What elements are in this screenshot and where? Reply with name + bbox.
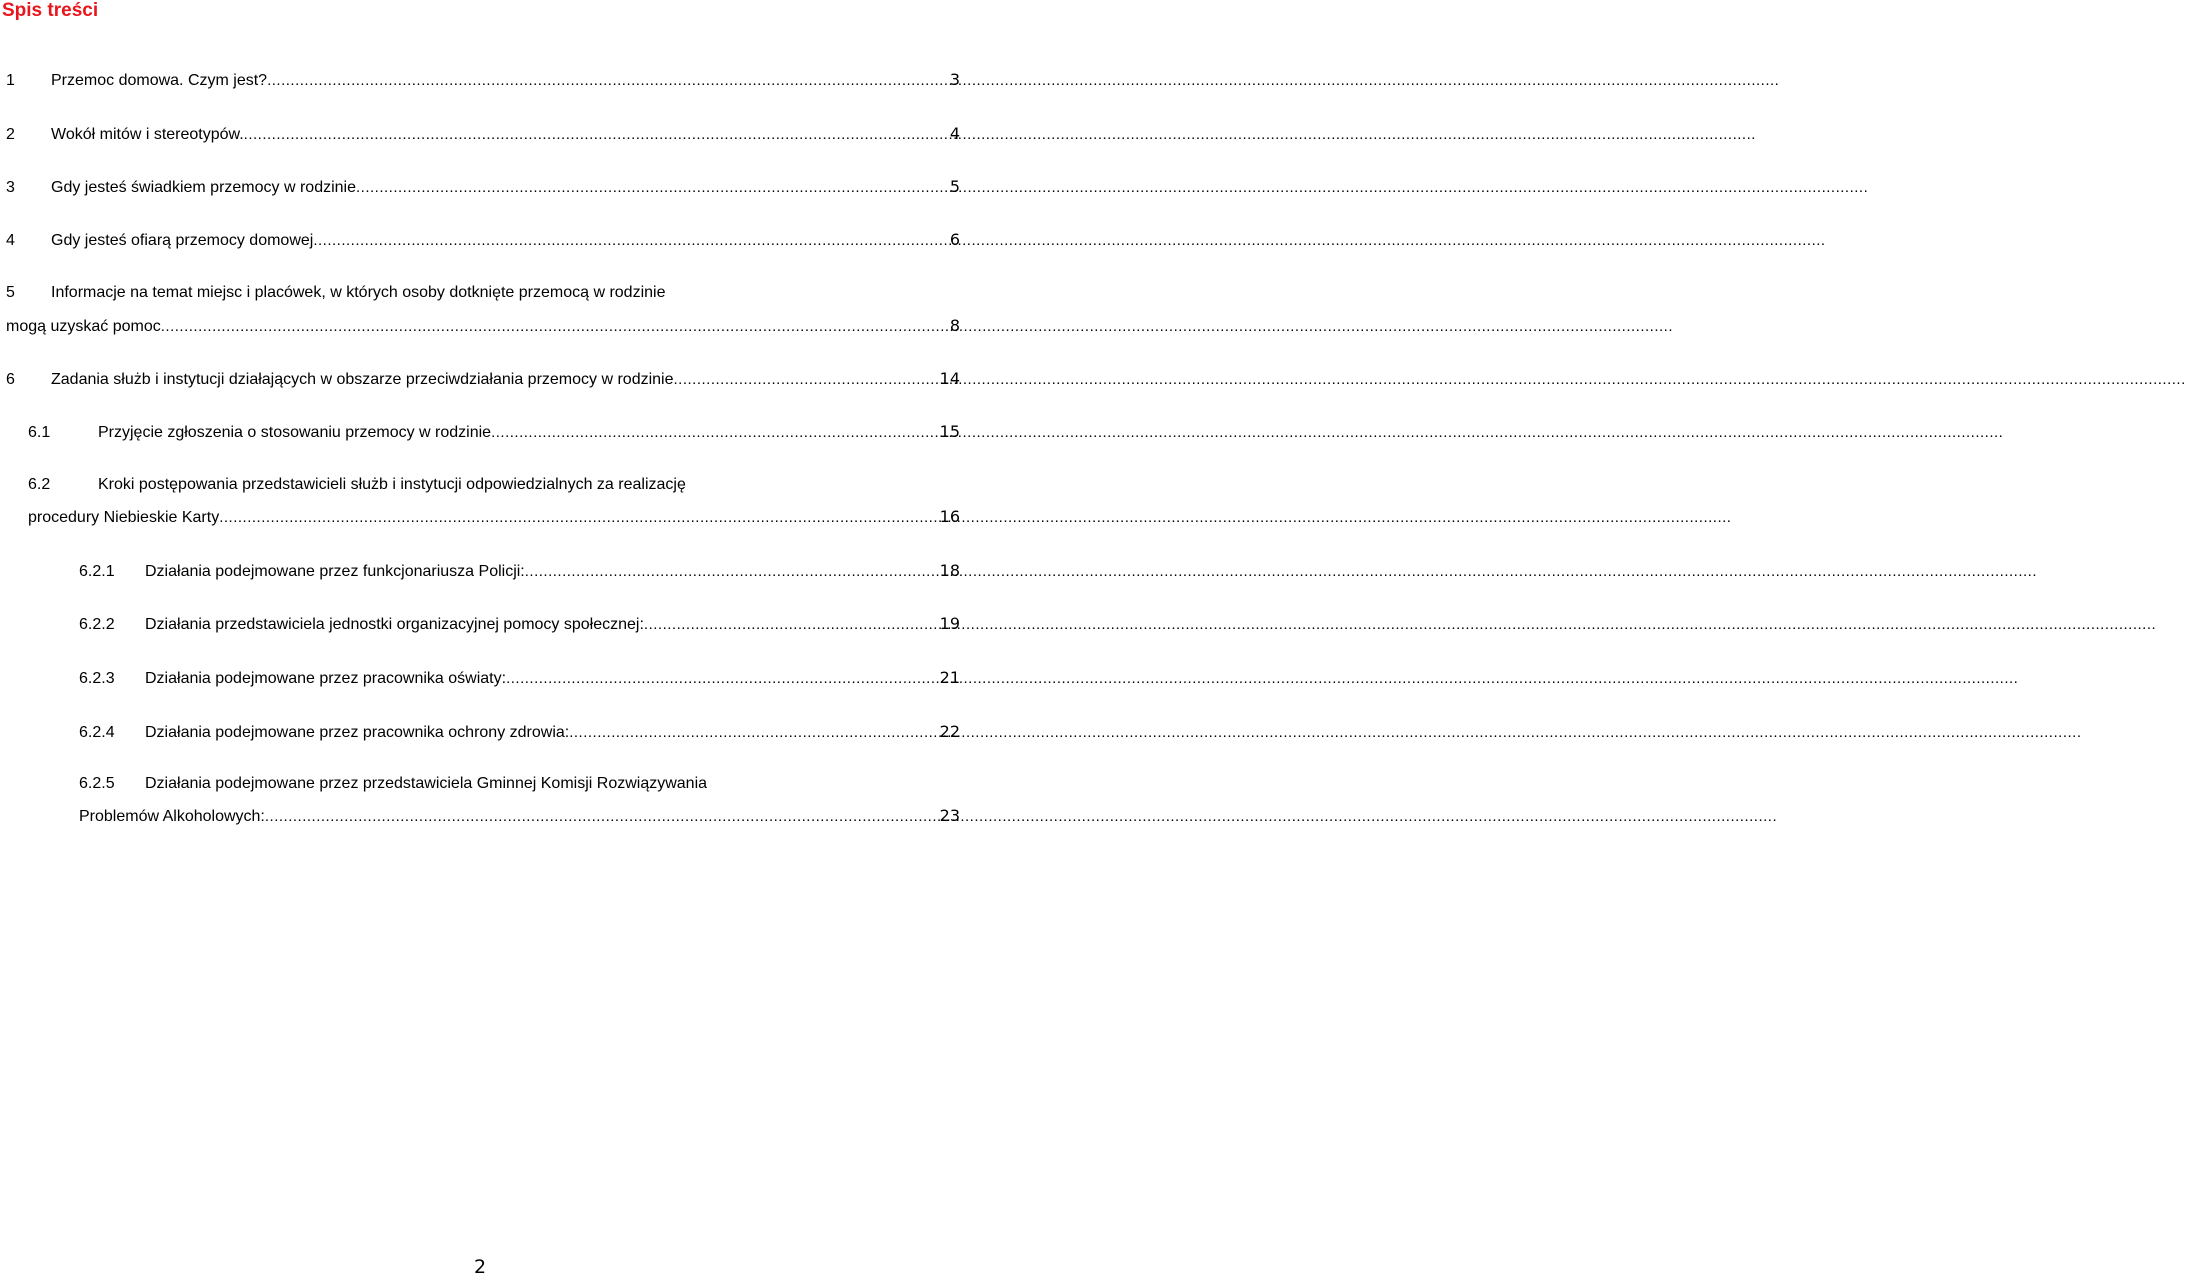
dot-leader xyxy=(491,424,936,441)
dot-leader xyxy=(313,232,945,249)
toc-entry-page: 5 xyxy=(949,177,960,196)
toc-entry-text: Zadania służb i instytucji działających w obszarze przeciwdziałania przemocy w rodzinie xyxy=(51,371,674,388)
toc-entry[interactable] xyxy=(79,722,960,752)
toc-entry-number: 6.2 xyxy=(28,476,51,493)
toc-entry[interactable] xyxy=(6,124,960,154)
toc-entry-text: Informacje na temat miejsc i placówek, w których osoby dotknięte przemocą w rodzinie xyxy=(51,284,666,301)
toc-entry-page: 6 xyxy=(949,230,960,249)
toc-title: Spis treści xyxy=(2,0,99,21)
dot-leader xyxy=(267,72,946,89)
toc-entry-page: 8 xyxy=(949,316,960,335)
toc-entry[interactable] xyxy=(6,284,960,314)
toc-entry-number: 1 xyxy=(6,72,15,89)
toc-entry-number: 4 xyxy=(6,232,15,249)
toc-entry-number: 6 xyxy=(6,371,15,388)
toc-entry-number: 6.2.2 xyxy=(79,616,115,633)
dot-leader xyxy=(265,808,936,825)
toc-entry-page: 21 xyxy=(939,668,960,687)
dot-leader xyxy=(506,670,936,687)
dot-leader xyxy=(356,179,946,196)
toc-entry-text: procedury Niebieskie Karty xyxy=(28,509,220,526)
toc-entry-text: Przyjęcie zgłoszenia o stosowaniu przemocy w rodzinie xyxy=(98,424,492,441)
toc-entry-number: 5 xyxy=(6,284,15,301)
toc-entry-number: 6.2.4 xyxy=(79,724,115,741)
toc-entry-page: 4 xyxy=(949,124,960,143)
toc-entry[interactable] xyxy=(28,476,960,506)
dot-leader xyxy=(525,563,936,580)
toc-entry[interactable] xyxy=(6,177,960,207)
toc-entry-number: 3 xyxy=(6,179,15,196)
dot-leader xyxy=(674,371,936,388)
toc-entry-text: Działania podejmowane przez przedstawiciela Gminnej Komisji Rozwiązywania xyxy=(145,775,708,792)
toc-entry[interactable] xyxy=(6,369,960,399)
dot-leader xyxy=(161,318,946,335)
toc-entry[interactable] xyxy=(28,422,960,452)
toc-entry[interactable] xyxy=(6,70,960,100)
toc-entry-text: Gdy jesteś ofiarą przemocy domowej xyxy=(51,232,314,249)
dot-leader xyxy=(569,724,935,741)
toc-entry-page: 18 xyxy=(939,561,960,580)
toc-entry-number: 2 xyxy=(6,126,15,143)
toc-entry-page: 19 xyxy=(939,614,960,633)
toc-entry-text: Przemoc domowa. Czym jest? xyxy=(51,72,268,89)
toc-entry-text: mogą uzyskać pomoc xyxy=(6,318,161,335)
toc-entry-page: 16 xyxy=(939,507,960,526)
toc-entry-text: Działania przedstawiciela jednostki organizacyjnej pomocy społecznej: xyxy=(145,616,644,633)
page-number: 2 xyxy=(473,1256,487,1278)
toc-entry-page: 23 xyxy=(939,806,960,825)
toc-entry-continuation[interactable] xyxy=(28,507,960,537)
toc-entry-page: 15 xyxy=(939,422,960,441)
toc-entry-number: 6.1 xyxy=(28,424,51,441)
toc-entry-number: 6.2.3 xyxy=(79,670,115,687)
toc-entry-page: 14 xyxy=(939,369,960,388)
toc-entry-text: Działania podejmowane przez pracownika oświaty: xyxy=(145,670,507,687)
toc-entry-number: 6.2.5 xyxy=(79,775,115,792)
toc-entry-text: Działania podejmowane przez pracownika ochrony zdrowia: xyxy=(145,724,570,741)
toc-entry-text: Wokół mitów i stereotypów. xyxy=(51,126,244,143)
toc-entry[interactable] xyxy=(79,775,960,805)
toc-entry-continuation[interactable] xyxy=(6,316,960,346)
toc-entry[interactable] xyxy=(79,561,960,591)
toc-entry-text: Gdy jesteś świadkiem przemocy w rodzinie xyxy=(51,179,356,196)
dot-leader xyxy=(644,616,936,633)
toc-entry-number: 6.2.1 xyxy=(79,563,115,580)
dot-leader xyxy=(244,126,946,143)
dot-leader xyxy=(219,509,935,526)
toc-entry-continuation[interactable] xyxy=(79,806,960,836)
toc-entry[interactable] xyxy=(79,668,960,698)
toc-entry-text: Kroki postępowania przedstawicieli służb i instytucji odpowiedzialnych za realizację xyxy=(98,476,686,493)
toc-entry-page: 22 xyxy=(939,722,960,741)
toc-entry-text: Działania podejmowane przez funkcjonariusza Policji: xyxy=(145,563,525,580)
toc-entry-text: Problemów Alkoholowych: xyxy=(79,808,265,825)
toc-entry[interactable] xyxy=(6,230,960,260)
toc-entry[interactable] xyxy=(79,614,960,644)
toc-entry-page: 3 xyxy=(949,70,960,89)
